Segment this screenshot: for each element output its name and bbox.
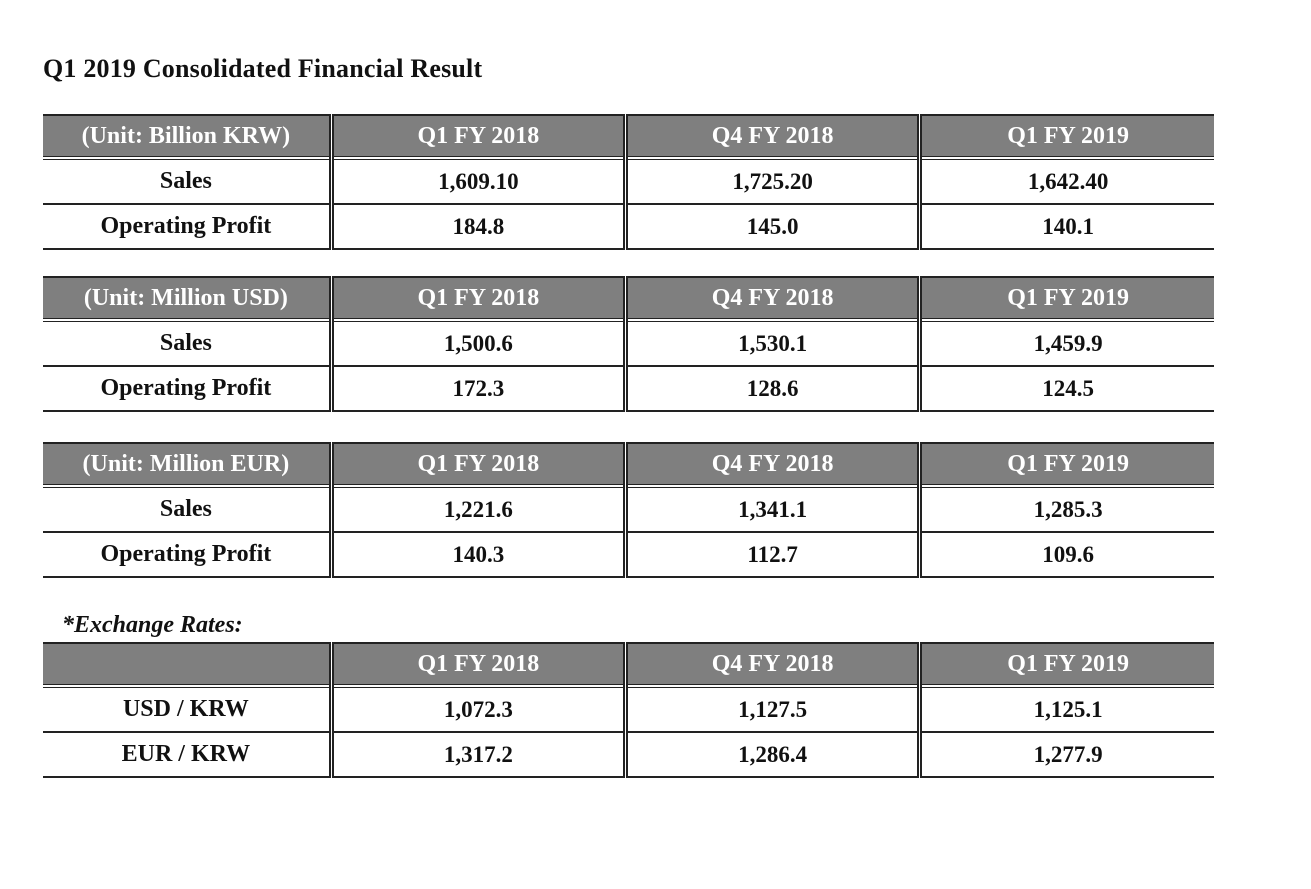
table-cell: 145.0 [625, 204, 919, 249]
column-header: Q4 FY 2018 [625, 643, 919, 686]
unit-header: (Unit: Billion KRW) [43, 115, 331, 158]
table-row [43, 686, 1214, 732]
table-cell: 1,221.6 [331, 486, 625, 532]
table-cell: 1,609.10 [331, 158, 625, 204]
table-header-row [43, 277, 1214, 320]
table-cell: 1,459.9 [920, 320, 1214, 366]
exchange-rates-table [43, 642, 1214, 778]
row-label: USD / KRW [43, 686, 331, 732]
table-cell: 1,341.1 [625, 486, 919, 532]
table-row [43, 158, 1214, 204]
table-cell: 1,500.6 [331, 320, 625, 366]
page-title: Q1 2019 Consolidated Financial Result [43, 54, 483, 83]
table-cell: 1,125.1 [920, 686, 1214, 732]
table-cell: 1,642.40 [920, 158, 1214, 204]
exchange-rates-note: *Exchange Rates: [62, 612, 243, 638]
table-cell: 112.7 [625, 532, 919, 577]
table-row [43, 366, 1214, 411]
table-header-row [43, 115, 1214, 158]
table-cell: 1,285.3 [920, 486, 1214, 532]
column-header: Q4 FY 2018 [625, 443, 919, 486]
column-header: Q1 FY 2019 [920, 277, 1214, 320]
column-header: Q1 FY 2018 [331, 643, 625, 686]
table-cell: 124.5 [920, 366, 1214, 411]
table-row [43, 532, 1214, 577]
column-header: Q4 FY 2018 [625, 277, 919, 320]
row-label: Sales [43, 158, 331, 204]
table-row [43, 204, 1214, 249]
table-cell: 1,072.3 [331, 686, 625, 732]
row-label: Operating Profit [43, 204, 331, 249]
row-label: Operating Profit [43, 532, 331, 577]
table-cell: 140.3 [331, 532, 625, 577]
table-cell: 1,530.1 [625, 320, 919, 366]
table-cell: 184.8 [331, 204, 625, 249]
table-cell: 1,317.2 [331, 732, 625, 777]
table-cell: 128.6 [625, 366, 919, 411]
table-cell: 172.3 [331, 366, 625, 411]
row-label: Operating Profit [43, 366, 331, 411]
column-header: Q1 FY 2019 [920, 115, 1214, 158]
table-cell: 1,725.20 [625, 158, 919, 204]
krw-results-table [43, 114, 1214, 250]
eur-results-table [43, 442, 1214, 578]
unit-header: (Unit: Million USD) [43, 277, 331, 320]
column-header: Q1 FY 2018 [331, 115, 625, 158]
column-header: Q4 FY 2018 [625, 115, 919, 158]
table-row [43, 732, 1214, 777]
table-row [43, 320, 1214, 366]
column-header: Q1 FY 2018 [331, 277, 625, 320]
table-cell: 1,286.4 [625, 732, 919, 777]
table-row [43, 486, 1214, 532]
table-header-row [43, 643, 1214, 686]
row-label: EUR / KRW [43, 732, 331, 777]
table-cell: 140.1 [920, 204, 1214, 249]
table-cell: 1,277.9 [920, 732, 1214, 777]
usd-results-table [43, 276, 1214, 412]
table-header-row [43, 443, 1214, 486]
row-label: Sales [43, 486, 331, 532]
table-cell: 1,127.5 [625, 686, 919, 732]
column-header: Q1 FY 2019 [920, 443, 1214, 486]
unit-header: (Unit: Million EUR) [43, 443, 331, 486]
table-cell: 109.6 [920, 532, 1214, 577]
unit-header [43, 643, 331, 686]
row-label: Sales [43, 320, 331, 366]
column-header: Q1 FY 2019 [920, 643, 1214, 686]
column-header: Q1 FY 2018 [331, 443, 625, 486]
